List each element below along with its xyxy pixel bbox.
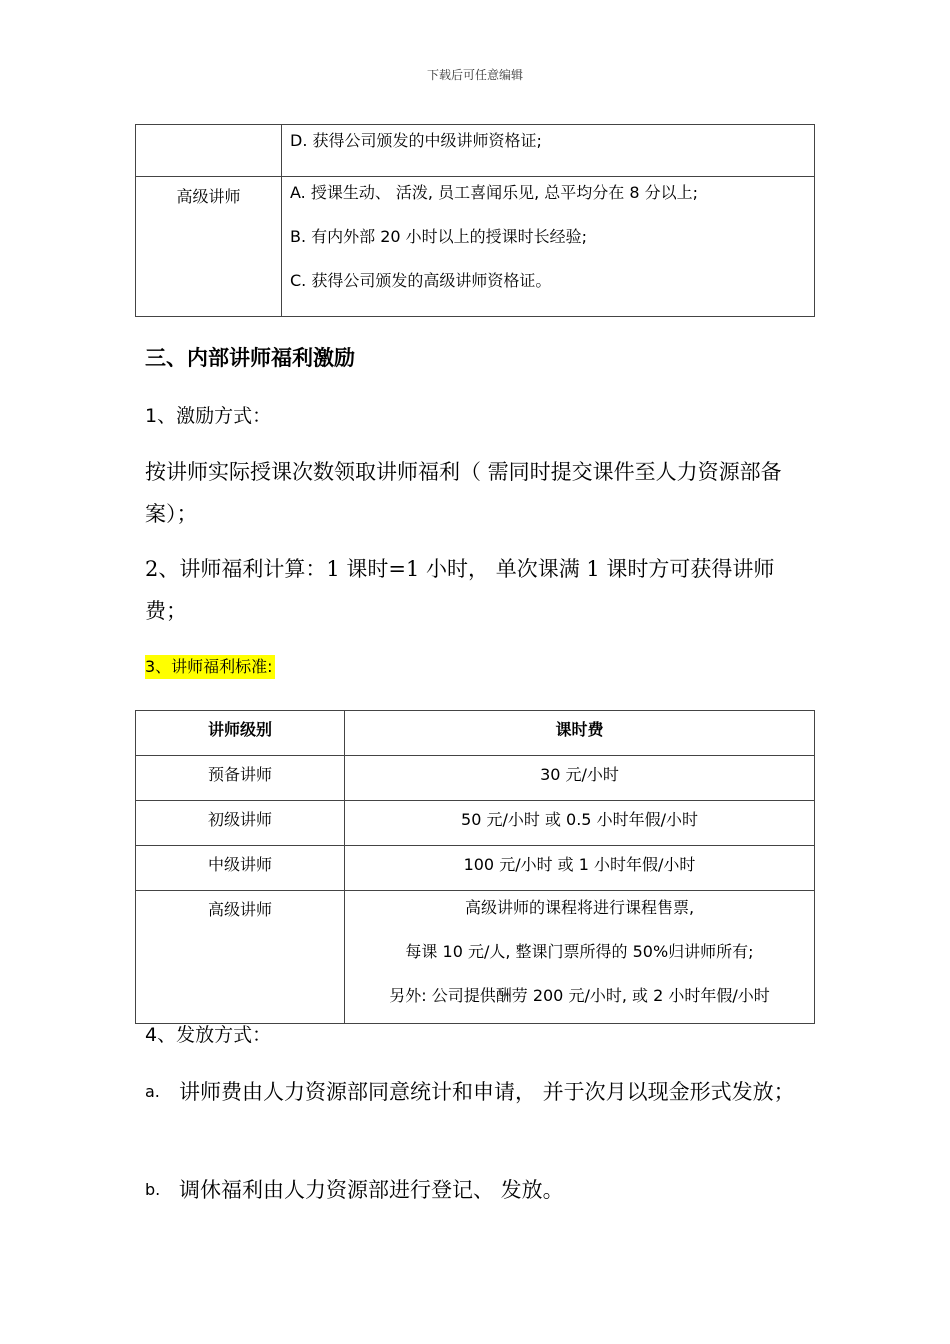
fee-line: 高级讲师的课程将进行课程售票,: [464, 898, 695, 917]
header-fee: 课时费: [345, 711, 815, 756]
list-text: 调休福利由人力资源部进行登记、 发放。: [179, 1178, 564, 1202]
table-row: [136, 177, 815, 317]
table-row: [136, 125, 815, 177]
qualification-table: [135, 124, 815, 317]
fee-cell: 30 元/小时: [345, 756, 815, 801]
fee-cell: 50 元/小时 或 0.5 小时年假/小时: [345, 801, 815, 846]
criteria-cell: [282, 177, 815, 317]
list-item: [145, 1169, 819, 1211]
level-cell: 高级讲师: [136, 177, 282, 317]
header-level: 讲师级别: [136, 711, 345, 756]
list-marker: b.: [145, 1180, 161, 1199]
list-marker: a.: [145, 1082, 160, 1101]
list-text: 讲师费由人力资源部同意统计和申请， 并于次月以现金形式发放；: [179, 1080, 795, 1104]
criteria-cell: [282, 125, 815, 177]
welfare-calculation-text: 2、讲师福利计算：1 课时=1 小时， 单次课满 1 课时方可获得讲师费；: [145, 557, 775, 623]
fee-cell: 100 元/小时 或 1 小时年假/小时: [345, 846, 815, 891]
list-item: [145, 1071, 819, 1113]
criteria-item: B. 有内外部 20 小时以上的授课时长经验;: [290, 227, 588, 246]
table-header-row: [136, 711, 815, 756]
criteria-item: A. 授课生动、 活泼, 员工喜闻乐见, 总平均分在 8 分以上;: [290, 183, 699, 202]
table-row: [136, 846, 815, 891]
welfare-standard-label: 3、讲师福利标准:: [145, 655, 275, 679]
fee-table: [135, 710, 815, 1024]
incentive-method-label: 1、激励方式：: [145, 405, 272, 427]
fee-line: 另外: 公司提供酬劳 200 元/小时, 或 2 小时年假/小时: [389, 986, 770, 1005]
level-cell: 中级讲师: [136, 846, 345, 891]
fee-line: 每课 10 元/人, 整课门票所得的 50%归讲师所有;: [405, 942, 754, 961]
table-row: [136, 801, 815, 846]
incentive-method-text: 按讲师实际授课次数领取讲师福利（ 需同时提交课件至人力资源部备案）；: [145, 460, 782, 526]
distribution-method-label: 4、发放方式：: [145, 1024, 272, 1046]
level-cell: 预备讲师: [136, 756, 345, 801]
watermark: 下载后可任意编辑: [426, 68, 523, 82]
level-cell: [136, 125, 282, 177]
level-cell: 高级讲师: [136, 891, 345, 1024]
section-title: 三、内部讲师福利激励: [145, 346, 355, 370]
table-row: [136, 756, 815, 801]
criteria-item: C. 获得公司颁发的高级讲师资格证。: [290, 271, 552, 290]
fee-cell: [345, 891, 815, 1024]
table-row: [136, 891, 815, 1024]
level-cell: 初级讲师: [136, 801, 345, 846]
criteria-item: D. 获得公司颁发的中级讲师资格证;: [290, 131, 542, 150]
